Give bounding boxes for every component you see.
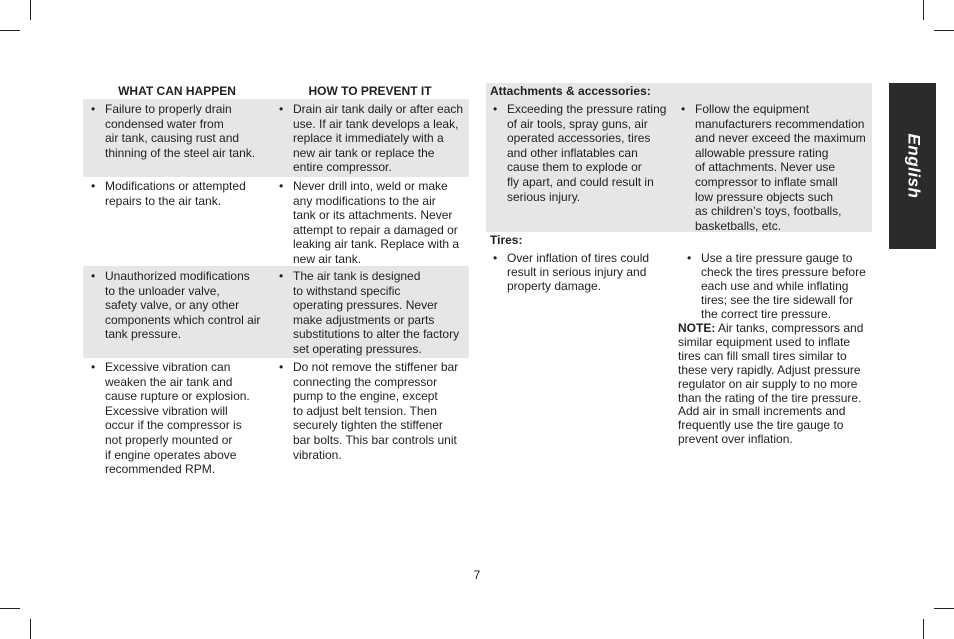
- table-row: [83, 176, 469, 268]
- crop-mark: [0, 30, 20, 31]
- how-text: Never drill into, weld or make any modifications to the air tank or its attachments. Never attempt to repair a damaged or leaking air tank. Replace with a new air tank.: [293, 179, 460, 266]
- column-header-what-can-happen: WHAT CAN HAPPEN: [118, 84, 236, 98]
- how-text: Do not remove the stiffener bar connecting the compressor pump to the engine, except to adjust belt tension. Then securely tighten the stiffener bar bolts. This bar controls unit vibration.: [293, 360, 459, 462]
- table-row: [83, 266, 469, 358]
- bullet: •: [91, 360, 96, 374]
- bullet: •: [493, 102, 498, 116]
- attachments-title: Attachments & accessories:: [490, 84, 651, 98]
- crop-mark: [30, 619, 31, 639]
- note-text: Air tanks, compressors and similar equipment used to inflate tires can fill small tires similar to these very rapidly. Adjust pressure regulator on air supply to no more than the rating of the tire pressure. Add air in small increments and frequently use the tire gauge to prevent over inflation.: [678, 321, 864, 447]
- bullet: •: [687, 251, 692, 265]
- bullet: •: [91, 102, 96, 116]
- crop-mark: [0, 608, 20, 609]
- how-text: Use a tire pressure gauge to check the tires pressure before each use and while inflating tires; see the tire sidewall for the correct tire pressure.: [701, 251, 866, 321]
- bullet: •: [91, 269, 96, 283]
- bullet: •: [91, 179, 96, 193]
- how-text: Drain air tank daily or after each use. If air tank develops a leak, replace it immediately with a new air tank or replace the entire compressor.: [293, 102, 464, 175]
- bullet: •: [279, 102, 284, 116]
- what-text: Excessive vibration can weaken the air tank and cause rupture or explosion. Excessive vibration will occur if the compressor is not properly mounted or if engine operates above recommended RPM.: [105, 360, 250, 477]
- language-tab-label: English: [903, 133, 923, 199]
- bullet: •: [279, 179, 284, 193]
- crop-mark: [934, 30, 954, 31]
- crop-mark: [923, 619, 924, 639]
- bullet: •: [493, 251, 498, 265]
- page-number: 7: [473, 568, 481, 582]
- what-text: Failure to properly drain condensed water from air tank, causing rust and thinning of the steel air tank.: [105, 102, 256, 160]
- how-text: Follow the equipment manufacturers recommendation and never exceed the maximum allowable pressure rating of attachments. Never use compressor to inflate small low pressure objects such as children’s toys, footballs, basketballs, etc.: [695, 102, 866, 233]
- bullet: •: [681, 102, 686, 116]
- column-header-how-to-prevent-it: HOW TO PREVENT IT: [308, 84, 432, 98]
- what-text: Modifications or attempted repairs to the air tank.: [105, 179, 246, 208]
- bullet: •: [279, 360, 284, 374]
- table-row: [83, 99, 469, 177]
- note-paragraph: [678, 322, 874, 447]
- bullet: •: [279, 269, 284, 283]
- crop-mark: [934, 608, 954, 609]
- how-text: The air tank is designed to withstand specific operating pressures. Never make adjustments or parts substitutions to alter the factory set operating pressures.: [293, 269, 460, 356]
- what-text: Unauthorized modifications to the unloader valve, safety valve, or any other components which control air tank pressure.: [105, 269, 261, 342]
- crop-mark: [923, 0, 924, 20]
- what-text: Exceeding the pressure rating of air tools, spray guns, air operated accessories, tires and other inflatables can cause them to explode or fly apart, and could result in serious injury.: [507, 102, 667, 204]
- tires-title: Tires:: [490, 233, 523, 247]
- what-text: Over inflation of tires could result in serious injury and property damage.: [507, 251, 650, 294]
- table-row: [83, 357, 469, 479]
- note-label: NOTE:: [678, 321, 716, 335]
- language-tab: [889, 83, 936, 249]
- crop-mark: [30, 0, 31, 20]
- attachments-section: [486, 83, 872, 232]
